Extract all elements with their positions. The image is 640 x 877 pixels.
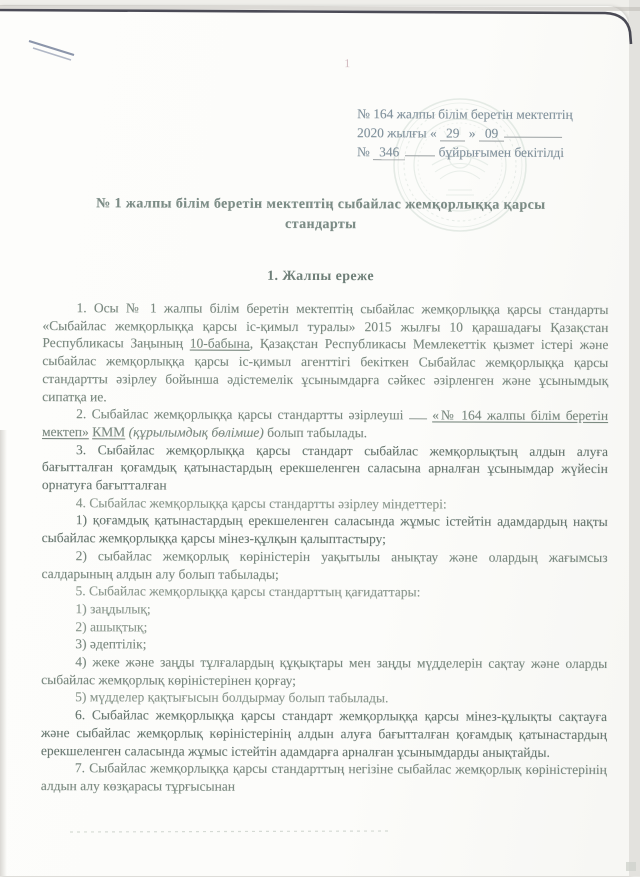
approval-date-prefix: 2020 жылғы « (357, 125, 437, 141)
section-heading: 1. Жалпы ереже (267, 268, 375, 285)
paragraph-5: 5. Сыбайлас жемқорлыққа қарсы стандарттың қағидаттары: (75, 583, 421, 600)
approval-block (357, 104, 625, 162)
paragraph-4-item-2: 2) сыбайлас жемқорлық көріністерін уақытылы анықтау және олардың жағымсыз салдарының алдын алу болып табылады; (41, 547, 608, 582)
paragraph-2-school-name: «№ 164 жалпы білім беретін мектеп» (41, 407, 609, 440)
approval-line-date (357, 123, 625, 143)
paragraph-5-item-1: 1) заңдылық; (75, 601, 151, 617)
paragraph-6: 6. Сыбайлас жемқорлыққа қарсы стандарт жемқорлыққа қарсы мінез-құлықты сақтауға және сыбайлас жемқорлық көріністерінің алдын алуға бағытталған қоғамдық қатынастардың ерекшеленген саласында жұмыс істейтін адамдарға арналған ұсынымдарды анықтайды. (40, 707, 608, 760)
approval-day-value: 29 (440, 125, 465, 141)
paragraph-1-law-article: 10-бабына (189, 335, 250, 352)
paragraph-2 (42, 405, 608, 442)
paragraph-5-item-5: 5) мүдделер қақтығысын болдырмау болып табылады. (75, 689, 389, 706)
paragraph-4-item-1: 1) қоғамдық қатынастардың ерекшеленген саласында жұмыс істейтін адамдардың нақты сыбайлас жемқорлыққа қарсы мінез-құлқын қалыптастыру; (41, 512, 608, 547)
paragraph-2-text: болып табылады. (263, 424, 368, 441)
document-title: № 1 жалпы білім беретін мектептің сыбайлас жемқорлыққа қарсы стандарты (96, 196, 546, 233)
approval-order-no-sign: № (356, 144, 370, 160)
paragraph-2-note: (құрылымдық бөлімше) (128, 424, 264, 440)
paragraph-2-org-type: КММ (92, 424, 126, 440)
paragraph-5-item-3: 3) әдептілік; (75, 636, 147, 652)
approval-order-number: 346 (373, 144, 405, 160)
paragraph-7: 7. Сыбайлас жемқорлыққа қарсы стандарттың негізіне сыбайлас жемқорлық көріністерінің алдын алу көзқарасы тұрғысынан (40, 760, 607, 794)
approval-month-value: 09 (479, 126, 504, 142)
approval-line-order (357, 142, 625, 162)
paragraph-5-item-4: 4) жеке және заңды тұлғалардың құқықтары мен заңды мүдделерін сақтау және оларды сыбайлас жемқорлық көріністерінен қорғау; (41, 654, 608, 688)
approval-date-close: » (468, 125, 476, 141)
blank-underline (409, 407, 427, 420)
page-number: 1 (344, 56, 352, 71)
paragraph-2-text: 2. Сыбайлас жемқорлыққа қарсы стандартты әзірлеуші (76, 406, 409, 423)
approval-line-school: № 164 жалпы білім беретін мектептің (357, 106, 573, 122)
document-body (41, 299, 609, 797)
paragraph-3: 3. Сыбайлас жемқорлыққа қарсы стандарт сыбайлас жемқорлықтың алдын алуға бағытталған қоғамдық қатынастардың ерекшеленген саласына арналған ұсынымдар жүйесін орнатуға бағытталған (41, 441, 608, 493)
approval-order-suffix: бұйрығымен бекітілді (438, 144, 565, 160)
paragraph-5-item-2: 2) ашықтық; (75, 618, 148, 635)
paragraph-1-text: 1. Осы № 1 жалпы білім беретін мектептің сыбайлас жемқорлыққа қарсы стандарты «Сыбайлас жемқорлыққа қарсы іс-қимыл туралы» 2015 жылғы 10 қарашадағы Қазақстан Республикасы Заңының (42, 300, 609, 351)
approval-blank-line (504, 124, 562, 138)
paragraph-4: 4. Сыбайлас жемқорлыққа қарсы стандартты әзірлеу міндеттері: (75, 494, 447, 512)
paragraph-1-text: , Қазақстан Республикасы Мемлекеттік қызмет істері және сыбайлас жемқорлыққа қарсы іс-қимыл агенттігі бекіткен Сыбайлас жемқорлыққа қарсы стандартты әзірлеу бойынша әдістемелік ұсынымдарға сәйкес әзірленген және ұсынымдық сипатқа ие. (42, 336, 609, 404)
approval-blank-line (405, 142, 435, 156)
paragraph-1 (42, 299, 608, 407)
